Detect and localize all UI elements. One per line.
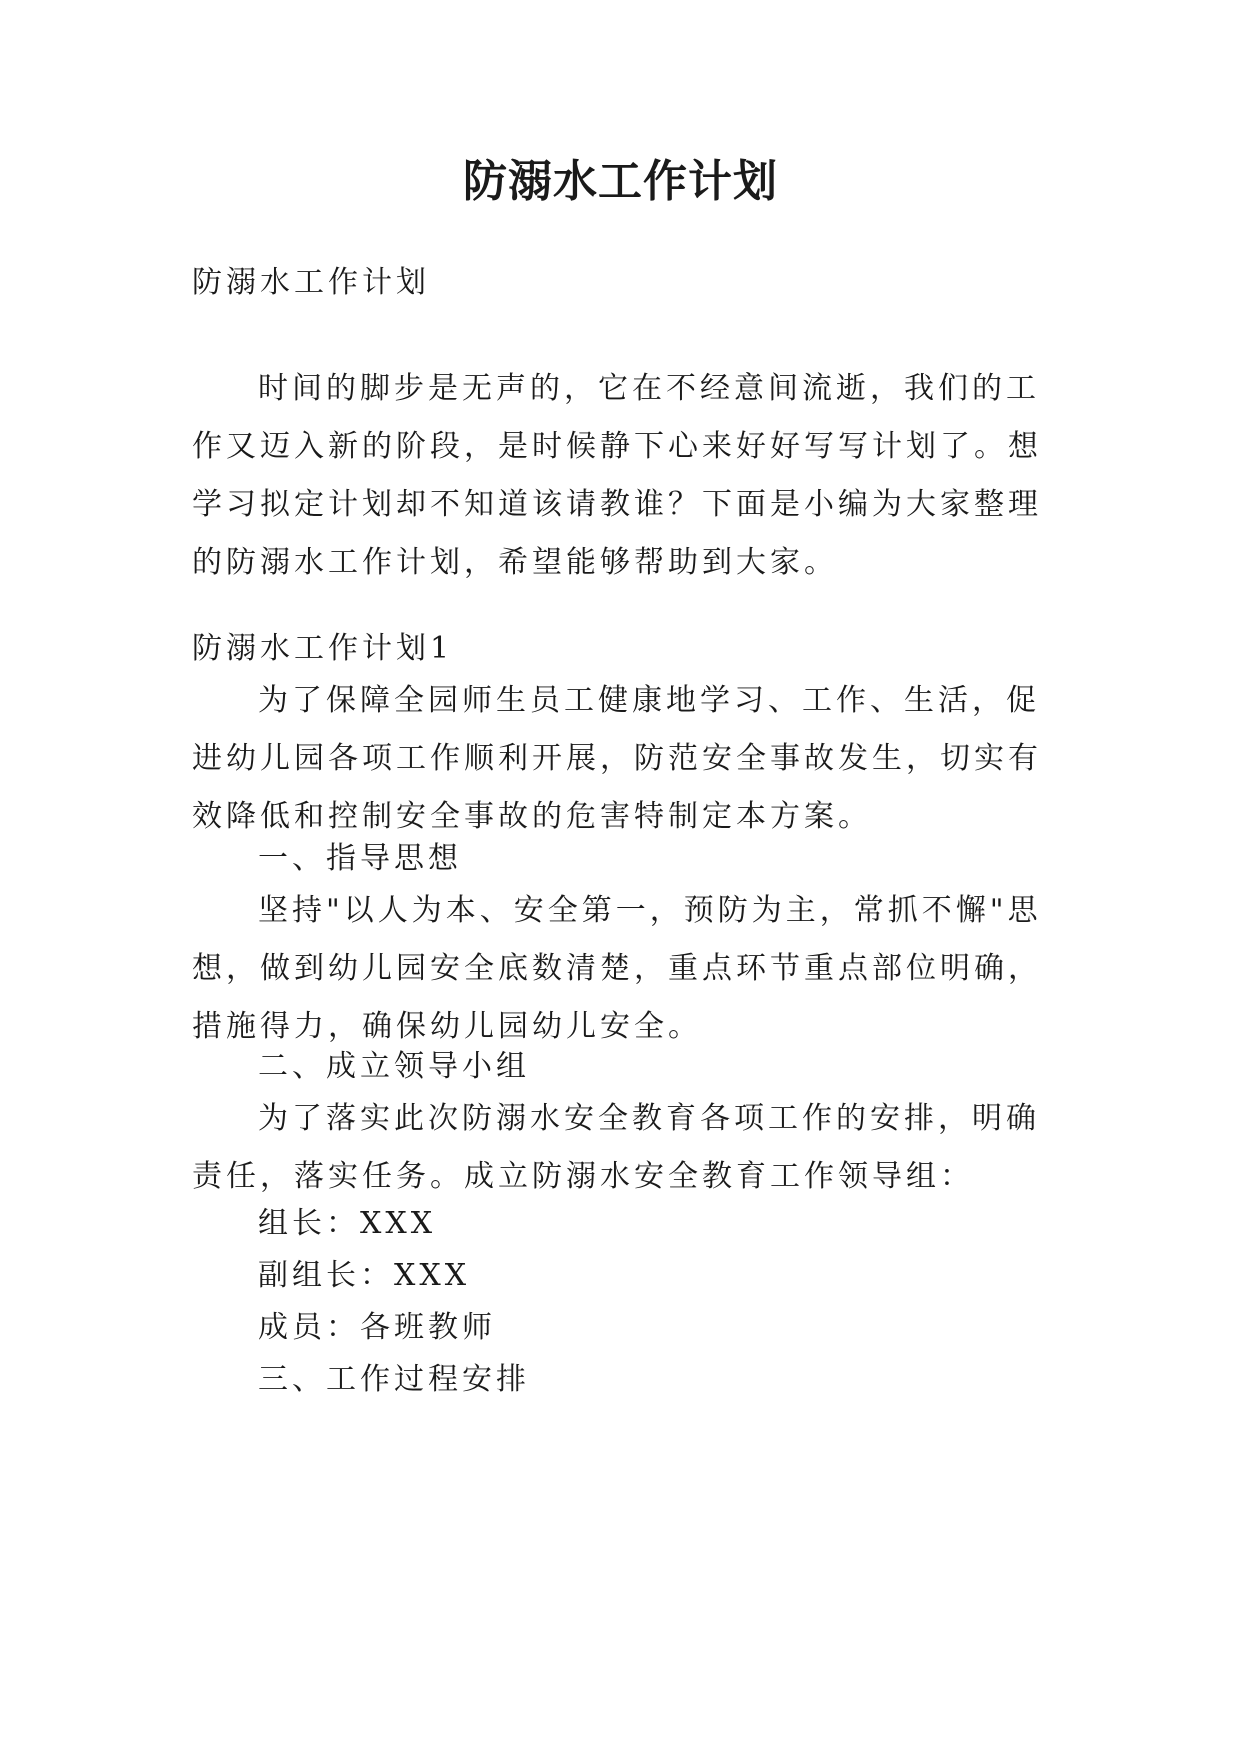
intro-paragraph: 时间的脚步是无声的，它在不经意间流逝，我们的工作又迈入新的阶段，是时候静下心来好好写写计划了。想学习拟定计划却不知道该请教谁？下面是小编为大家整理的防溺水工作计划，希望能够帮助到大家。 <box>192 371 1042 580</box>
group-deputy-leader: 副组长：XXX <box>258 1258 471 1293</box>
heading-work-process: 三、工作过程安排 <box>258 1362 530 1397</box>
paragraph-guiding-thought: 坚持"以人为本、安全第一，预防为主，常抓不懈"思想，做到幼儿园安全底数清楚，重点环节重点部位明确，措施得力，确保幼儿园幼儿安全。 <box>192 893 1042 1044</box>
document-title: 防溺水工作计划 <box>463 156 778 207</box>
document-subtitle: 防溺水工作计划 <box>192 265 430 300</box>
paragraph-leadership-group: 为了落实此次防溺水安全教育各项工作的安排，明确责任，落实任务。成立防溺水安全教育工作领导组： <box>192 1101 1040 1194</box>
group-members: 成员：各班教师 <box>258 1310 496 1345</box>
section-heading-plan-1: 防溺水工作计划1 <box>192 631 454 666</box>
group-leader: 组长：XXX <box>258 1206 437 1241</box>
heading-leadership-group: 二、成立领导小组 <box>258 1049 530 1084</box>
heading-guiding-thought: 一、指导思想 <box>258 841 462 876</box>
paragraph-purpose: 为了保障全园师生员工健康地学习、工作、生活，促进幼儿园各项工作顺利开展，防范安全事故发生，切实有效降低和控制安全事故的危害特制定本方案。 <box>192 683 1042 834</box>
